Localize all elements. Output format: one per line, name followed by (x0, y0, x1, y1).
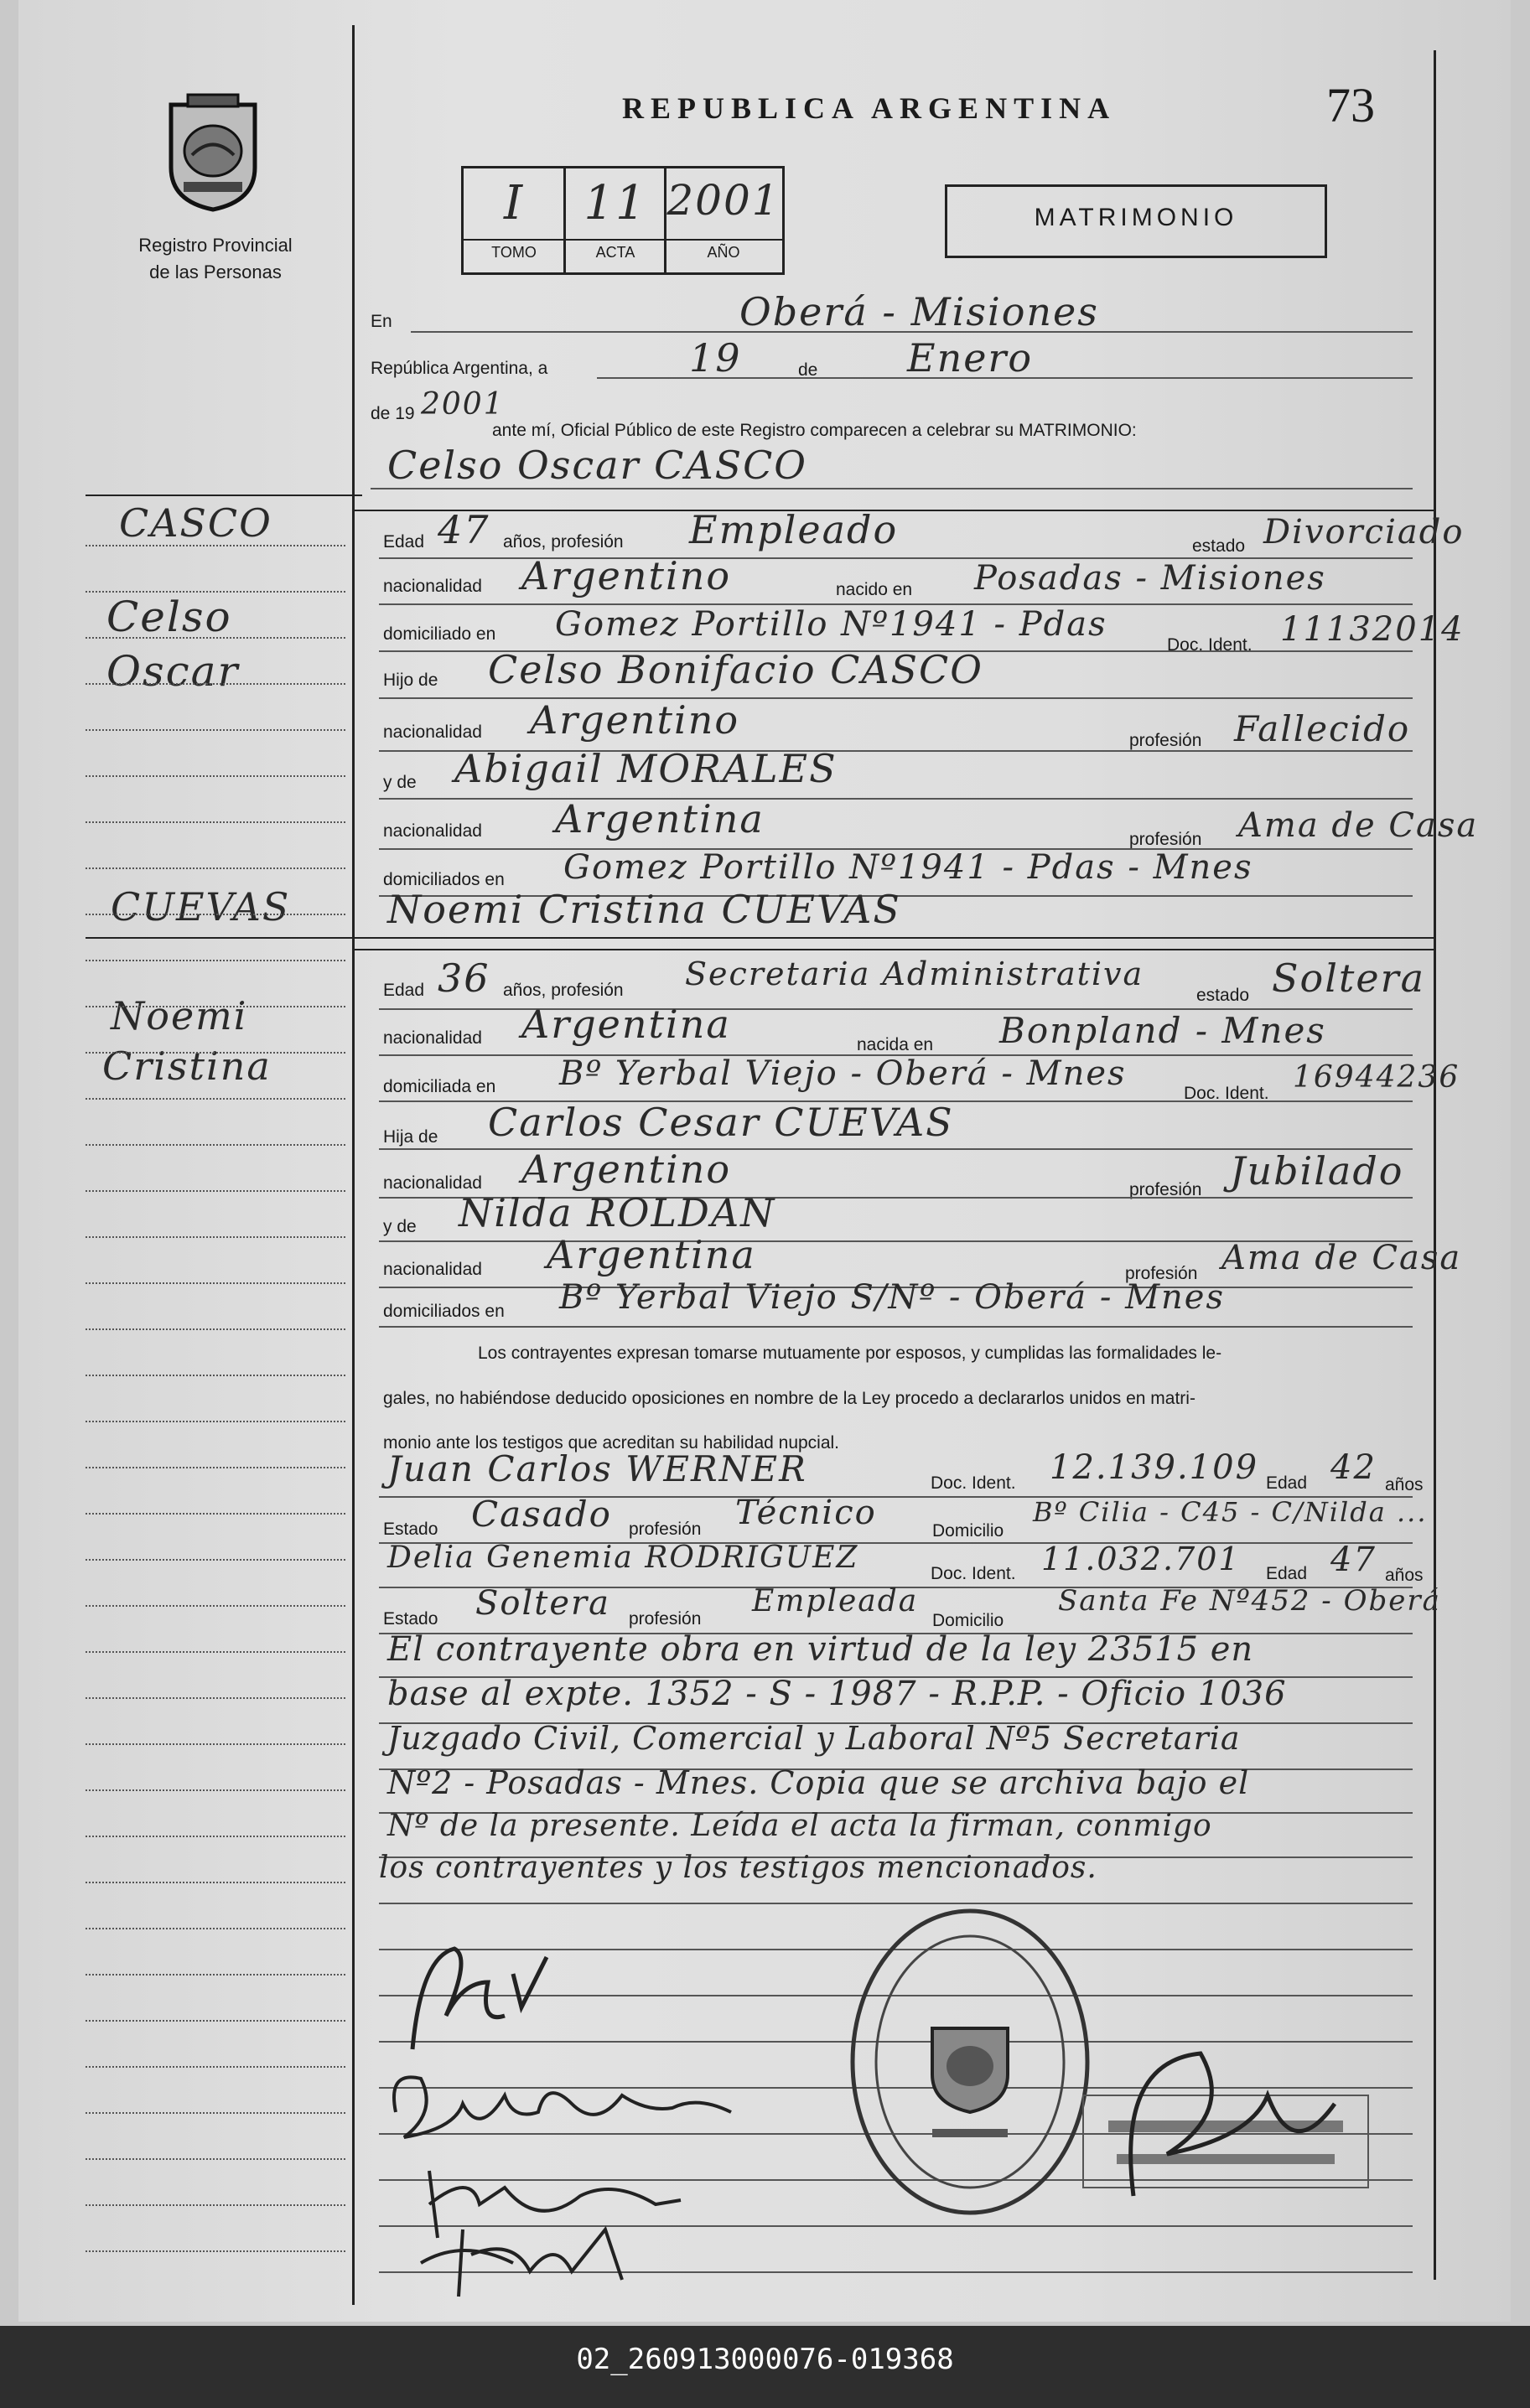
bride-dom-label: domiciliada en (383, 1077, 496, 1096)
margin-dotted-line (86, 1006, 345, 1007)
groom-father-prof-label: profesión (1129, 731, 1202, 750)
bride-edad-label: Edad (383, 981, 425, 1000)
groom-anos-prof-label: años, profesión (503, 532, 624, 552)
ante-text: ante mí, Oficial Público de este Registro comparecen a celebrar su MATRIMONIO: (492, 421, 1137, 440)
bride-birthplace: Bonpland - Mnes (999, 1010, 1326, 1051)
document-sheet (18, 0, 1511, 2322)
witness2-age: 47 (1330, 1541, 1377, 1579)
margin-bride-surname: CUEVAS (111, 884, 291, 930)
bride-row8-rule (379, 1326, 1413, 1328)
margin-dotted-line (86, 1236, 345, 1238)
witness1-doc: 12.139.109 (1050, 1448, 1259, 1487)
groom-edad-label: Edad (383, 532, 425, 552)
ano-label: AÑO (707, 244, 740, 261)
witness2-doc-label: Doc. Ident. (931, 1564, 1016, 1583)
groom-father-nationality: Argentino (530, 697, 740, 743)
note-line-5: Nº de la presente. Leída el acta la firman, conmigo (387, 1809, 1212, 1843)
margin-dotted-line (86, 1282, 345, 1284)
groom-age: 47 (438, 507, 490, 552)
bride-father: Carlos Cesar CUEVAS (488, 1100, 954, 1145)
day-value: 19 (689, 335, 742, 381)
groom-nac-label: nacionalidad (383, 577, 482, 596)
groom-father-profession: Fallecido (1234, 708, 1411, 749)
bride-yde-label: y de (383, 1217, 417, 1236)
de-label: de (798, 360, 818, 380)
groom-mother: Abigail MORALES (454, 746, 838, 791)
groom-estado-label: estado (1192, 536, 1246, 556)
margin-dotted-line (86, 729, 345, 731)
month-value: Enero (907, 335, 1034, 381)
note-line-3: Juzgado Civil, Comercial y Laboral Nº5 Secretaria (387, 1720, 1241, 1757)
bride-mother-nac-label: nacionalidad (383, 1260, 482, 1279)
witness2-prof-label: profesión (629, 1609, 702, 1629)
margin-dotted-line (86, 683, 345, 685)
bride-father-nationality: Argentino (521, 1147, 732, 1192)
margin-dotted-line (86, 914, 345, 915)
right-border (1434, 50, 1436, 2280)
bride-mother-prof-label: profesión (1125, 1264, 1198, 1283)
bride-estado: Soltera (1272, 955, 1426, 1001)
bride-hija-label: Hija de (383, 1127, 438, 1147)
witness2-edad-label: Edad (1266, 1564, 1308, 1583)
de-19-label: de 19 (371, 404, 415, 423)
margin-dotted-line (86, 2204, 345, 2206)
tomo-label: TOMO (491, 244, 537, 261)
year-value: 2001 (421, 387, 505, 422)
margin-dotted-line (86, 1974, 345, 1976)
acta-label: ACTA (595, 244, 635, 261)
margin-dotted-line (86, 545, 345, 546)
bride-address: Bº Yerbal Viejo - Oberá - Mnes (559, 1054, 1127, 1093)
bride-doc-label: Doc. Ident. (1184, 1084, 1269, 1103)
witness2-name: Delia Genemia RODRIGUEZ (387, 1541, 859, 1575)
margin-dotted-line (86, 960, 345, 961)
witness2-doc: 11.032.701 (1041, 1541, 1241, 1577)
bride-age: 36 (438, 955, 490, 1001)
margin-dotted-line (86, 1467, 345, 1468)
groom-yde-label: y de (383, 773, 417, 792)
margin-dotted-line (86, 1375, 345, 1376)
margin-dotted-line (86, 2020, 345, 2022)
place-value: Oberá - Misiones (739, 289, 1099, 334)
bride-father-nac-label: nacionalidad (383, 1173, 482, 1193)
note-line-4: Nº2 - Posadas - Mnes. Copia que se archiva bajo el (387, 1764, 1250, 1801)
bride-block-top (354, 949, 1435, 950)
witness2-estado-label: Estado (383, 1609, 438, 1629)
margin-dotted-line (86, 2066, 345, 2068)
margin-dotted-line (86, 1789, 345, 1791)
page-number: 73 (1326, 78, 1375, 132)
groom-parents-dom-label: domiciliados en (383, 870, 505, 889)
bride-mother-nationality: Argentina (547, 1232, 756, 1277)
witness1-anos-label: años (1385, 1475, 1424, 1494)
registry-name-line1: Registro Provincial (138, 235, 293, 256)
margin-dotted-line (86, 867, 345, 869)
groom-estado: Divorciado (1263, 513, 1465, 552)
witness1-profession: Técnico (735, 1494, 877, 1532)
official-signature-stamp (1066, 2028, 1385, 2221)
groom-mother-nac-label: nacionalidad (383, 821, 482, 841)
bride-father-profession: Jubilado (1230, 1148, 1404, 1194)
groom-row6-rule (379, 798, 1413, 800)
witness1-edad-label: Edad (1266, 1473, 1308, 1493)
witness1-estado: Casado (471, 1494, 612, 1535)
groom-dom-label: domiciliado en (383, 624, 496, 644)
republica-label: República Argentina, a (371, 359, 548, 378)
margin-dotted-line (86, 2158, 345, 2160)
margin-dotted-line (86, 2112, 345, 2114)
margin-dotted-line (86, 1144, 345, 1146)
signature-4 (412, 2213, 647, 2305)
margin-dotted-line (86, 1605, 345, 1607)
doc-type-title: MATRIMONIO (1034, 204, 1238, 231)
bride-estado-label: estado (1196, 986, 1250, 1005)
country-title: REPUBLICA ARGENTINA (622, 91, 1117, 125)
groom-nacido-label: nacido en (836, 580, 913, 599)
bride-profession: Secretaria Administrativa (685, 955, 1144, 992)
margin-rule-mid (86, 937, 362, 939)
tomo-value: I (503, 176, 525, 230)
groom-name-rule (371, 488, 1413, 489)
note-line-1: El contrayente obra en virtud de la ley 23515 en (387, 1630, 1254, 1669)
groom-profession: Empleado (689, 507, 899, 552)
margin-dotted-line (86, 591, 345, 593)
groom-parents-address: Gomez Portillo Nº1941 - Pdas - Mnes (563, 848, 1253, 887)
margin-bride-name1: Noemi (111, 993, 248, 1038)
margin-dotted-line (86, 2250, 345, 2252)
margin-dotted-line (86, 1743, 345, 1745)
bride-mother-profession: Ama de Casa (1221, 1239, 1462, 1277)
margin-dotted-line (86, 1513, 345, 1515)
margin-dotted-line (86, 1052, 345, 1054)
bride-name-rule (354, 937, 1435, 939)
margin-dotted-line (86, 1098, 345, 1100)
margin-divider (352, 25, 355, 2305)
witness1-address: Bº Cilia - C45 - C/Nilda ... (1033, 1496, 1428, 1528)
margin-dotted-line (86, 821, 345, 823)
bride-nationality: Argentina (521, 1002, 731, 1047)
witness2-estado: Soltera (475, 1584, 610, 1623)
margin-dotted-line (86, 1928, 345, 1929)
note-line-2: base al expte. 1352 - S - 1987 - R.P.P. - Oficio 1036 (387, 1675, 1287, 1713)
margin-dotted-line (86, 1421, 345, 1422)
bride-mother: Nilda ROLDAN (459, 1190, 776, 1235)
ano-value: 2001 (666, 176, 781, 225)
margin-groom-name2: Oscar (106, 647, 240, 696)
groom-father: Celso Bonifacio CASCO (488, 647, 983, 692)
witness2-dom-label: Domicilio (932, 1611, 1004, 1630)
margin-dotted-line (86, 1882, 345, 1883)
formal-text-line2: gales, no habiéndose deducido oposiciones en nombre de la Ley procedo a declararlos unidos en matri- (383, 1389, 1195, 1408)
note-line-6: los contrayentes y los testigos mencionados. (379, 1851, 1097, 1885)
bride-full-name: Noemi Cristina CUEVAS (387, 887, 901, 932)
groom-doc: 11132014 (1280, 610, 1465, 649)
bride-anos-prof-label: años, profesión (503, 981, 624, 1000)
bride-doc: 16944236 (1293, 1060, 1460, 1095)
formal-text-line1: Los contrayentes expresan tomarse mutuamente por esposos, y cumplidas las formalidades le- (478, 1344, 1222, 1363)
margin-dotted-line (86, 1651, 345, 1653)
groom-mother-profession: Ama de Casa (1238, 806, 1479, 845)
groom-father-nac-label: nacionalidad (383, 722, 482, 742)
witness1-doc-label: Doc. Ident. (931, 1473, 1016, 1493)
scan-footer-bar (0, 2326, 1530, 2408)
groom-full-name: Celso Oscar CASCO (387, 443, 808, 488)
witness1-estado-label: Estado (383, 1520, 438, 1539)
margin-dotted-line (86, 1559, 345, 1561)
margin-dotted-line (86, 775, 345, 777)
box-label-rule (461, 239, 783, 241)
witness1-prof-label: profesión (629, 1520, 702, 1539)
groom-doc-label: Doc. Ident. (1167, 635, 1253, 655)
bride-nacida-label: nacida en (857, 1035, 934, 1054)
margin-groom-name1: Celso (106, 593, 232, 641)
signature-1 (396, 1924, 630, 2066)
groom-mother-nationality: Argentina (555, 796, 765, 842)
witness1-age: 42 (1330, 1448, 1377, 1487)
bride-parents-dom-label: domiciliados en (383, 1302, 505, 1321)
margin-dotted-line (86, 1328, 345, 1330)
groom-mother-prof-label: profesión (1129, 830, 1202, 849)
bride-parents-address: Bº Yerbal Viejo S/Nº - Oberá - Mnes (559, 1278, 1225, 1317)
witness2-profession: Empleada (752, 1584, 919, 1618)
margin-dotted-line (86, 1697, 345, 1699)
official-round-stamp (844, 1903, 1096, 2221)
en-label: En (371, 312, 392, 331)
witness1-name: Juan Carlos WERNER (387, 1448, 807, 1489)
scan-id: 02_260913000076-019368 (576, 2343, 954, 2376)
formal-text-line3: monio ante los testigos que acreditan su habilidad nupcial. (383, 1433, 840, 1453)
margin-groom-surname: CASCO (119, 500, 272, 546)
groom-hijo-label: Hijo de (383, 671, 438, 690)
groom-address: Gomez Portillo Nº1941 - Pdas (555, 605, 1107, 644)
groom-nationality: Argentino (521, 553, 732, 598)
margin-dotted-line (86, 637, 345, 639)
margin-rule-top (86, 495, 362, 496)
registry-name-line2: de las Personas (149, 262, 282, 282)
registry-crest-logo (163, 88, 263, 214)
margin-dotted-line (86, 1836, 345, 1837)
acta-value: 11 (583, 176, 647, 230)
groom-birthplace: Posadas - Misiones (974, 559, 1326, 598)
margin-bride-name2: Cristina (102, 1043, 272, 1089)
witness1-dom-label: Domicilio (932, 1521, 1004, 1541)
witness2-anos-label: años (1385, 1566, 1424, 1585)
bride-father-prof-label: profesión (1129, 1180, 1202, 1199)
witness2-address: Santa Fe Nº452 - Oberá (1058, 1584, 1441, 1618)
bride-nac-label: nacionalidad (383, 1028, 482, 1048)
margin-dotted-line (86, 1190, 345, 1192)
